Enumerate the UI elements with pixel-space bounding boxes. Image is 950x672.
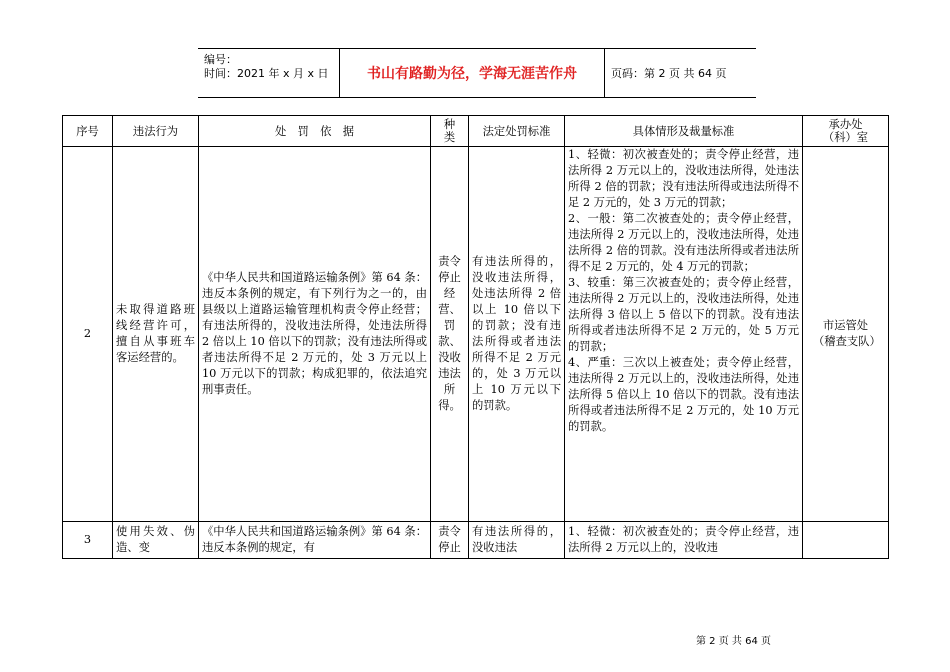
row-details [565,147,803,522]
row-basis: 《中华人民共和国道路运输条例》第 64 条：违反本条例的规定，有下列行为之一的，由县级以上道路运输管理机构责令停止经营；有违法所得的，没收违法所得，处违法所得 2 倍以上 10 倍以下的罚款；没有违法所得或者违法所得不足 2 万元的，处 3 万元以上 10 万元以下的罚款；构成犯罪的，依法追究刑事责任。 [199,147,431,522]
page-header [198,48,756,98]
col-header-standard: 法定处罚标准 [469,116,565,147]
header-meta [198,49,340,97]
col-header-basis: 处 罚 依 据 [199,116,431,147]
doc-time: 时间：2021 年 x 月 x 日 [204,67,329,80]
detail-item: 2、一般：第二次被查处的；责令停止经营，违法所得 2 万元以上的，没收违法所得，处违法所得 2 倍的罚款。没有违法所得或者违法所得不足 2 万元的，处 4 万元的罚款； [568,212,799,273]
col-header-office: 承办处（科）室 [803,116,889,147]
header-slogan: 书山有路勤为径，学海无涯苦作舟 [340,49,605,97]
penalty-table [62,115,889,559]
header-page-code: 页码：第 2 页 共 64 页 [611,67,727,80]
row-type: 责令停止经营、罚款、没收违法所得。 [431,147,469,522]
detail-item: 4、严重：三次以上被查处；责令停止经营，违法所得 2 万元以上的，没收违法所得，处违法所得 5 倍以上 10 倍以下的罚款。没有违法所得或者违法所得不足 2 万元的，处 10 万元的罚款。 [568,356,799,433]
doc-number: 编号： [204,53,237,66]
table-row [63,147,889,522]
col-header-no: 序号 [63,116,113,147]
row-violation: 使用失效、伪造、变 [113,522,199,559]
table-row [63,522,889,559]
row-type: 责令停止 [431,522,469,559]
table-header-row [63,116,889,147]
detail-item: 3、较重：第三次被查处的；责令停止经营，违法所得 2 万元以上的，没收违法所得，处违法所得 3 倍以上 5 倍以下的罚款。没有违法所得或者违法所得不足 2 万元的，处 5 万元的罚款； [568,276,799,353]
row-office [803,522,889,559]
page-footer: 第 2 页 共 64 页 [696,636,771,647]
row-no: 3 [63,522,113,559]
row-standard: 有违法所得的，没收违法 [469,522,565,559]
col-header-type: 种类 [431,116,469,147]
detail-item: 1、轻微：初次被查处的；责令停止经营，违法所得 2 万元以上的，没收违法所得，处违法所得 2 倍的罚款；没有违法所得或违法所得不足 2 万元的，处 3 万元的罚款； [568,148,799,209]
row-standard: 有违法所得的，没收违法所得，处违法所得 2 倍以上 10 倍以下的罚款；没有违法所得或者违法所得不足 2 万元的，处 3 万元以上 10 万元以下的罚款。 [469,147,565,522]
row-basis: 《中华人民共和国道路运输条例》第 64 条：违反本条例的规定，有 [199,522,431,559]
row-office: 市运管处（稽查支队） [803,147,889,522]
col-header-details: 具体情形及裁量标准 [565,116,803,147]
row-violation: 未取得道路班线经营许可，擅自从事班车客运经营的。 [113,147,199,522]
row-details [565,522,803,559]
detail-item: 1、轻微：初次被查处的；责令停止经营，违法所得 2 万元以上的，没收违 [568,525,799,554]
col-header-violation: 违法行为 [113,116,199,147]
row-no: 2 [63,147,113,522]
